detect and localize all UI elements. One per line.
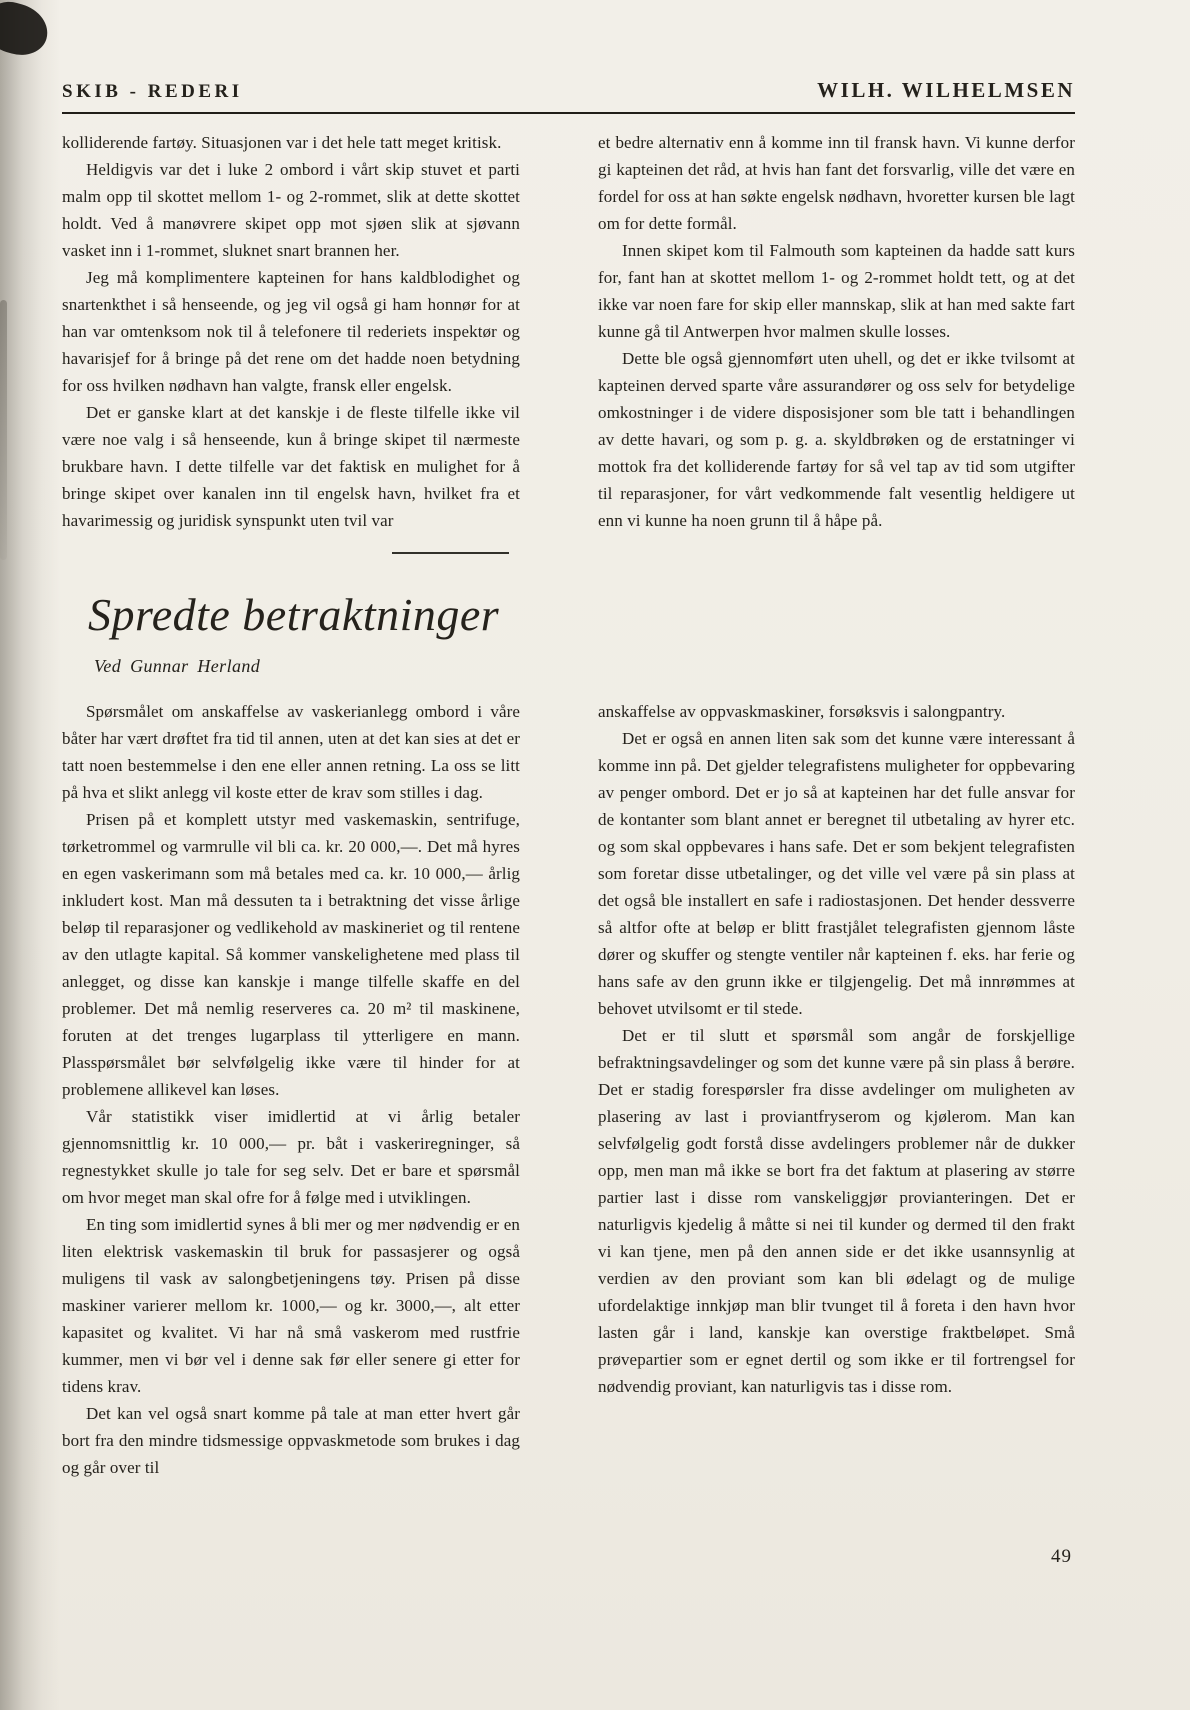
- paragraph: anskaffelse av oppvaskmaskiner, forsøksvis i salongpantry.: [598, 701, 1006, 721]
- column-right: [598, 129, 1075, 534]
- paragraph: Det er også en annen liten sak som det kunne være interessant å komme inn på. Det gjelder telegrafistens muligheter for oppbevaring av penger ombord. Det er jo så at kapteinen har det fulle ansvar for de kontanter som blant annet er beregnet til utbetaling av hyrer etc. og som skal oppbevares i hans safe. Det er som bekjent telegrafisten som foretar disse utbetalinger, og det ville vel være på sin plass at det også ble installert en safe i radiostasjonen. Det hender dessverre så altfor ofte at beløp er blitt frastjålet telegrafisten gjennom låste dører og skuffer og stengte ventiler når kapteinen f. eks. har ferie og hans safe av den grunn ikke er tilgjengelig. Det må innrømmes at behovet utvilsomt er til stede.: [598, 728, 1075, 1018]
- section-divider-rule: [392, 552, 509, 554]
- column-left: [62, 129, 520, 534]
- paragraph: Dette ble også gjennomført uten uhell, og det er ikke tvilsomt at kapteinen derved sparte våre assurandører og oss selv for betydelige omkostninger i de videre disposisjoner som ble tatt i behandlingen av dette havari, og som p. g. a. skyldbrøken og de erstatninger vi mottok fra det kolliderende fartøy for så vel tap av tid som utgifter til reparasjoner, for vårt vedkommende falt vesentlig heldigere ut enn vi kunne ha noen grunn til å håpe på.: [598, 349, 1075, 530]
- paragraph: Det kan vel også snart komme på tale at man etter hvert går bort fra den mindre tidsmessige oppvaskmetode som brukes i dag og går over til: [62, 1403, 520, 1477]
- page-header: [62, 78, 1075, 114]
- paragraph: Vår statistikk viser imidlertid at vi årlig betaler gjennomsnittlig kr. 10 000,— pr. båt i vaskeriregninger, så regnestykket skulle jo tale for seg selv. Det er bare et spørsmål om hvor meget man skal ofre for å følge med i utviklingen.: [62, 1106, 520, 1207]
- paragraph: Heldigvis var det i luke 2 ombord i vårt skip stuvet et parti malm opp til skottet mellom 1- og 2-rommet, slik at dette skottet holdt. Ved å manøvrere skipet opp mot sjøen slik at sjøvann vasket inn i 1-rommet, sluknet snart brannen her.: [62, 160, 520, 260]
- paragraph: Prisen på et komplett utstyr med vaskemaskin, sentrifuge, tørketrommel og varmrulle vil bli ca. kr. 20 000,—. Det må hyres en egen vaskerimann som må betales med ca. kr. 10 000,— årlig inkludert kost. Man må dessuten ta i betraktning det visse årlige beløp til reparasjoner og vedlikehold av maskineriet og til rentene av den utlagte kapital. Så kommer vanskelighetene med plass til anlegget, og disse kan kanskje i mange tilfelle skaffe en del problemer. Det må nemlig reserveres ca. 20 m² til maskinene, foruten at det trenges lugarplass til ytterligere en mann. Plasspørsmålet bør selvfølgelig ikke være til hinder for at problemene allikevel kan løses.: [62, 809, 520, 1099]
- company-name-label: WILH. WILHELMSEN: [817, 78, 1075, 102]
- scan-smudge: [0, 300, 7, 560]
- paragraph: Det er til slutt et spørsmål som angår de forskjellige befraktningsavdelinger og som det kunne være på sin plass å berøre. Det er stadig forespørsler fra disse avdelinger om muligheten av plasering av last i proviantfryserom og kjølerom. Man kan selvfølgelig godt forstå disse avdelingers problemer når de dukker opp, men man må ikke se bort fra det faktum at plasering av større partier last i disse rom vanskeliggjør provianteringen. Det er naturligvis kjedelig å måtte si nei til kunder og dermed til den frakt vi kan tjene, men på den annen side er det ikke usannsynlig at verdien av den proviant som kan bli ødelagt og de mulige ufordelaktige innkjøp man blir tvunget til å foreta i den havn hvor lasten går i land, kanskje kan overstige fraktbeløpet. Små prøvepartier som er egnet dertil og som ikke er til fortrengsel for nødvendig proviant, kan naturligvis tas i disse rom.: [598, 1025, 1075, 1396]
- paragraph: Innen skipet kom til Falmouth som kapteinen da hadde satt kurs for, fant han at skottet mellom 1- og 2-rommet holdt tett, og at det ikke var noen fare for skip eller mannskap, slik at han med sakte fart kunne gå til Antwerpen hvor malmen skulle losses.: [598, 241, 1075, 341]
- paragraph: Spørsmålet om anskaffelse av vaskerianlegg ombord i våre båter har vært drøftet fra tid til annen, uten at det kan sies at det er tatt noen bestemmelse i den ene eller annen retning. La oss se litt på hva et slikt anlegg vil koste etter de krav som stilles i dag.: [62, 701, 520, 802]
- paragraph: et bedre alternativ enn å komme inn til fransk havn. Vi kunne derfor gi kapteinen det råd, at hvis han fant det forsvarlig, ville det være en fordel for oss at han søkte engelsk nødhavn, hvoretter kursen ble lagt om for dette formål.: [598, 133, 1075, 233]
- paragraph: kolliderende fartøy. Situasjonen var i det hele tatt meget kritisk.: [62, 133, 502, 152]
- page-number: 49: [1051, 1546, 1072, 1567]
- article-collision-continuation: [62, 129, 1075, 534]
- column-left: [62, 698, 520, 1481]
- paragraph: Det er ganske klart at det kanskje i de fleste tilfelle ikke vil være noe valg i så henseende, kun å bringe skipet til nærmeste brukbare havn. I dette tilfelle var det faktisk en mulighet for å bringe skipet over kanalen inn til engelsk havn, hvilket fra et havarimessig og juridisk synspunkt uten tvil var: [62, 403, 520, 530]
- article-spredte-body: [62, 698, 1075, 1481]
- paragraph: Jeg må komplimentere kapteinen for hans kaldblodighet og snartenkthet i så henseende, og jeg vil også gi ham honnør for at han var omtenksom nok til å telefonere til rederiets inspektør og havarisjef for å bringe på det rene om det hadde noen betydning for oss hvilken nødhavn han valgte, fransk eller engelsk.: [62, 268, 520, 395]
- article-title: Spredte betraktninger: [88, 589, 500, 640]
- column-right: [598, 698, 1075, 1481]
- paragraph: En ting som imidlertid synes å bli mer og mer nødvendig er en liten elektrisk vaskemaskin til bruk for passasjerer og også muligens til vask av salongbetjeningens tøy. Prisen på disse maskiner varierer mellom kr. 1000,— og kr. 3000,—, alt etter kapasitet og kvalitet. Vi har nå små vaskerom med rustfrie kummer, men vi bør vel i denne sak før eller senere gi etter for tidens krav.: [62, 1214, 520, 1396]
- section-header-label: SKIB - REDERI: [62, 81, 243, 102]
- article-byline: Ved Gunnar Herland: [94, 655, 261, 676]
